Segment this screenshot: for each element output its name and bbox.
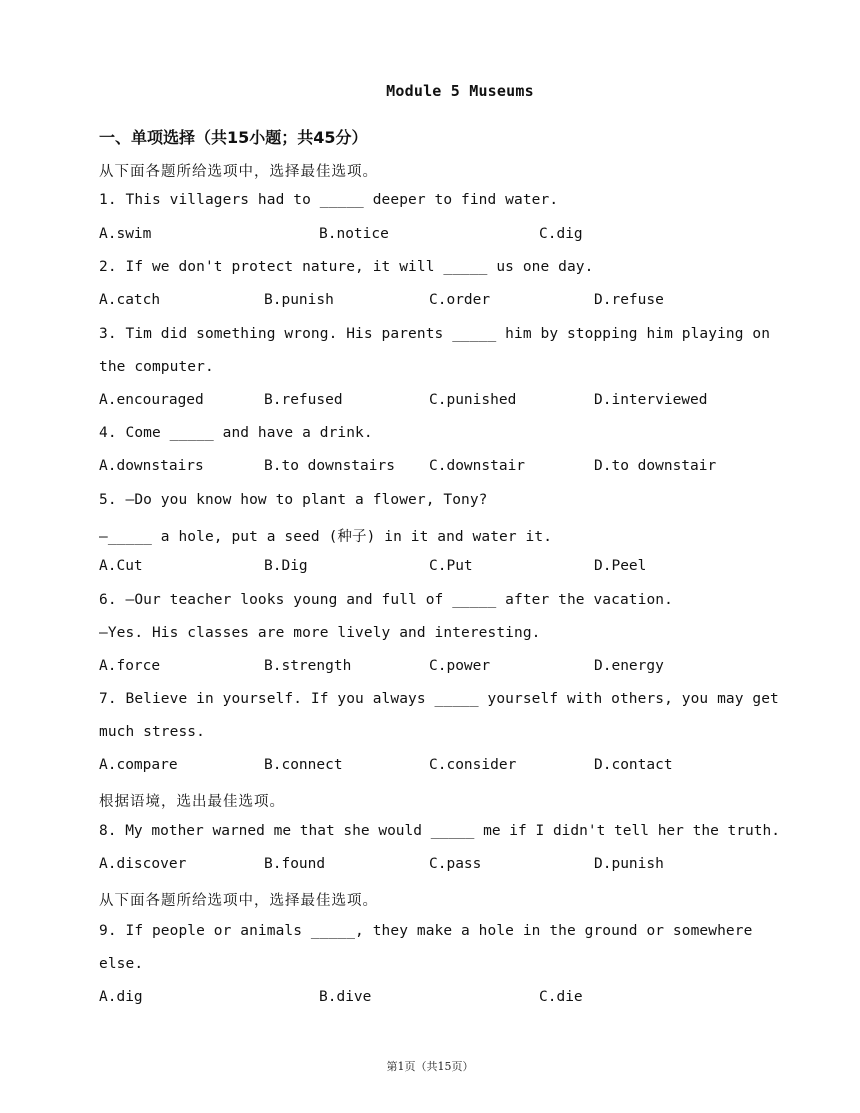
q4-option-a: A.downstairs	[99, 458, 204, 474]
q5-option-a: A.Cut	[99, 558, 143, 574]
q7-option-a: A.compare	[99, 757, 178, 773]
q7-option-d: D.contact	[594, 757, 673, 773]
q9-option-b: B.dive	[319, 989, 372, 1005]
instruction: 从下面各题所给选项中，选择最佳选项。	[99, 164, 378, 180]
q3-option-a: A.encouraged	[99, 392, 204, 408]
instruction: 根据语境，选出最佳选项。	[99, 794, 285, 810]
q8-option-d: D.punish	[594, 856, 664, 872]
question-9: 9. If people or animals _____, they make a hole in the ground or somewhere	[99, 923, 753, 939]
q5-option-b: B.Dig	[264, 558, 308, 574]
q3-option-c: C.punished	[429, 392, 517, 408]
q6-option-d: D.energy	[594, 658, 664, 674]
q7-option-b: B.connect	[264, 757, 343, 773]
question-4: 4. Come _____ and have a drink.	[99, 425, 373, 441]
question-8: 8. My mother warned me that she would _____ me if I didn't tell her the truth.	[99, 823, 780, 839]
instruction: 从下面各题所给选项中，选择最佳选项。	[99, 893, 378, 909]
q1-option-b: B.notice	[319, 226, 389, 242]
q4-option-d: D.to downstair	[594, 458, 717, 474]
question-1: 1. This villagers had to _____ deeper to find water.	[99, 192, 559, 208]
section-heading: 一、单项选择（共15小题；共45分）	[99, 128, 368, 147]
q2-option-b: B.punish	[264, 292, 334, 308]
q6-option-b: B.strength	[264, 658, 352, 674]
q1-option-c: C.dig	[539, 226, 583, 242]
question-7: 7. Believe in yourself. If you always _____ yourself with others, you may get	[99, 691, 779, 707]
q4-option-b: B.to downstairs	[264, 458, 395, 474]
q8-option-c: C.pass	[429, 856, 482, 872]
question-9-continued: else.	[99, 956, 144, 972]
q5-option-d: D.Peel	[594, 558, 647, 574]
question-3: 3. Tim did something wrong. His parents _____ him by stopping him playing on	[99, 326, 771, 342]
question-6-continued: —Yes. His classes are more lively and interesting.	[99, 625, 541, 641]
q3-option-d: D.interviewed	[594, 392, 708, 408]
q2-option-a: A.catch	[99, 292, 161, 308]
question-2: 2. If we don't protect nature, it will _____ us one day.	[99, 259, 594, 275]
q2-option-c: C.order	[429, 292, 491, 308]
question-7-continued: much stress.	[99, 724, 205, 740]
q3-option-b: B.refused	[264, 392, 343, 408]
q7-option-c: C.consider	[429, 757, 517, 773]
q9-option-c: C.die	[539, 989, 583, 1005]
q4-option-c: C.downstair	[429, 458, 526, 474]
question-6: 6. —Our teacher looks young and full of _____ after the vacation.	[99, 592, 673, 608]
question-5-continued: —_____ a hole, put a seed (种子) in it and water it.	[99, 529, 553, 545]
question-5: 5. —Do you know how to plant a flower, Tony?	[99, 492, 488, 508]
question-3-continued: the computer.	[99, 359, 214, 375]
q8-option-b: B.found	[264, 856, 326, 872]
q5-option-c: C.Put	[429, 558, 473, 574]
q2-option-d: D.refuse	[594, 292, 664, 308]
q8-option-a: A.discover	[99, 856, 187, 872]
q6-option-c: C.power	[429, 658, 491, 674]
q9-option-a: A.dig	[99, 989, 143, 1005]
q1-option-a: A.swim	[99, 226, 152, 242]
q6-option-a: A.force	[99, 658, 161, 674]
document-title: Module 5 Museums	[386, 82, 534, 100]
page-footer: 第1页（共15页）	[386, 1060, 474, 1073]
